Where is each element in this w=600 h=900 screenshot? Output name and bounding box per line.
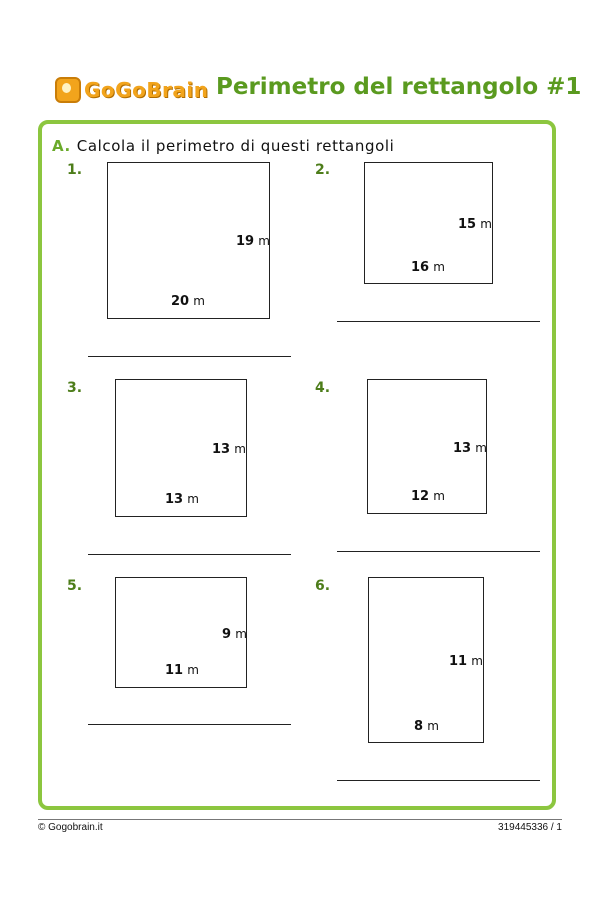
answer-line[interactable]	[88, 724, 291, 725]
exercise-number: 1.	[67, 162, 83, 178]
side-label: 15 m	[458, 217, 492, 232]
section-letter: A.	[52, 137, 71, 155]
exercise-number: 6.	[315, 578, 331, 594]
side-label: 13 m	[453, 441, 487, 456]
footer-copyright: © Gogobrain.it	[38, 822, 103, 833]
side-label: 19 m	[236, 234, 270, 249]
page-title: Perimetro del rettangolo #1	[216, 74, 582, 100]
answer-line[interactable]	[337, 321, 540, 322]
side-label: 11 m	[449, 654, 483, 669]
side-label: 13 m	[212, 442, 246, 457]
answer-line[interactable]	[337, 780, 540, 781]
base-label: 16 m	[411, 260, 445, 275]
base-label: 8 m	[414, 719, 439, 734]
answer-line[interactable]	[88, 554, 291, 555]
exercise-number: 2.	[315, 162, 331, 178]
instruction-text: Calcola il perimetro di questi rettangoli	[76, 137, 395, 155]
base-label: 13 m	[165, 492, 199, 507]
exercise-number: 4.	[315, 380, 331, 396]
answer-line[interactable]	[337, 551, 540, 552]
side-label: 9 m	[222, 627, 247, 642]
footer-divider	[38, 819, 562, 820]
header	[0, 0, 600, 115]
answer-line[interactable]	[88, 356, 291, 357]
logo-text: GoGoBrain	[84, 78, 209, 102]
base-label: 11 m	[165, 663, 199, 678]
base-label: 20 m	[171, 294, 205, 309]
base-label: 12 m	[411, 489, 445, 504]
footer-page-code: 319445336 / 1	[498, 822, 562, 833]
monkey-face-icon	[55, 77, 81, 103]
instruction	[52, 137, 394, 155]
exercise-number: 3.	[67, 380, 83, 396]
gogobrain-logo[interactable]	[55, 76, 209, 104]
exercise-number: 5.	[67, 578, 83, 594]
